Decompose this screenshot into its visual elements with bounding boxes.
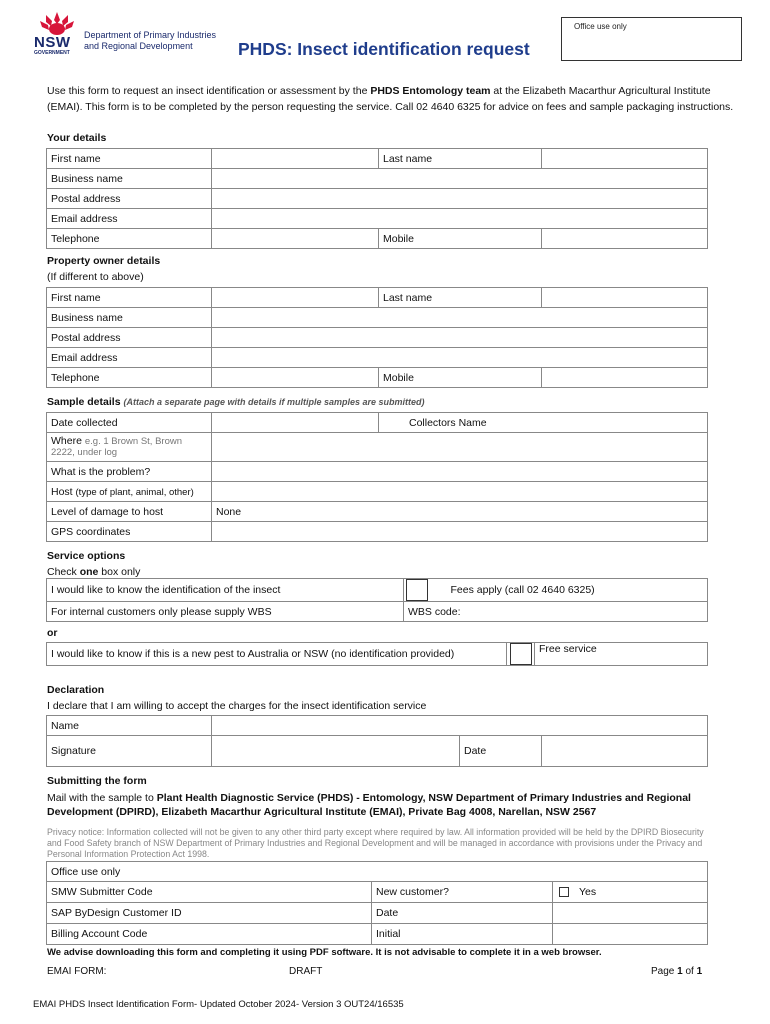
- first-name-field[interactable]: [212, 149, 379, 169]
- option-new-pest-checkbox[interactable]: [510, 643, 532, 665]
- gps-field[interactable]: [212, 522, 708, 542]
- or-label: or: [47, 627, 58, 639]
- office-use-table: [46, 861, 708, 945]
- initial-field[interactable]: [553, 924, 708, 945]
- owner-postal-address-label: Postal address: [47, 328, 212, 348]
- option-new-pest-label: I would like to know if this is a new pest to Australia or NSW (no identification provided): [47, 643, 507, 666]
- initial-label: Initial: [372, 924, 553, 945]
- nsw-wordmark: NSW: [34, 34, 71, 51]
- option-identification-cell: [404, 579, 431, 602]
- owner-email-address-label: Email address: [47, 348, 212, 368]
- where-field[interactable]: [212, 433, 708, 462]
- last-name-label: Last name: [379, 149, 542, 169]
- owner-business-name-field[interactable]: [212, 308, 708, 328]
- yes-label: Yes: [579, 886, 597, 898]
- smw-submitter-code-label: SMW Submitter Code: [47, 882, 372, 903]
- owner-first-name-field[interactable]: [212, 288, 379, 308]
- property-owner-note: (If different to above): [47, 271, 144, 283]
- owner-email-address-field[interactable]: [212, 348, 708, 368]
- service-option-2-table: [46, 642, 708, 666]
- sample-details-heading: [47, 396, 425, 408]
- where-text: Where: [51, 435, 82, 447]
- property-owner-table: [46, 287, 708, 388]
- page-num: 1: [677, 966, 683, 977]
- office-date-label: Date: [372, 903, 553, 924]
- host-label: [47, 482, 212, 502]
- check-one-note: [47, 566, 140, 578]
- option-identification-label: I would like to know the identification of the insect: [47, 579, 404, 602]
- emai-form-label: EMAI FORM:: [47, 966, 107, 977]
- wbs-code-field[interactable]: WBS code:: [404, 602, 708, 622]
- host-hint: (type of plant, animal, other): [75, 486, 194, 498]
- last-name-field[interactable]: [542, 149, 708, 169]
- check-bold: one: [79, 566, 99, 578]
- owner-telephone-field[interactable]: [212, 368, 379, 388]
- problem-label: What is the problem?: [47, 462, 212, 482]
- mobile-field[interactable]: [542, 229, 708, 249]
- form-version: EMAI PHDS Insect Identification Form- Updated October 2024- Version 3 OUT24/16535: [33, 999, 404, 1010]
- page-title: PHDS: Insect identification request: [238, 39, 530, 59]
- problem-field[interactable]: [212, 462, 708, 482]
- service-options-heading: Service options: [47, 550, 126, 562]
- owner-first-name-label: First name: [47, 288, 212, 308]
- new-customer-yes-cell: [553, 882, 708, 903]
- collectors-name-label[interactable]: Collectors Name: [379, 413, 708, 433]
- intro-part2: at the Elizabeth Macarthur Agricultural Institute (EMAI). This form is to be completed by the person requesting the service. Call 02 4640 6325 for advice on fees and sample packaging instructions.: [47, 85, 734, 113]
- office-use-heading: Office use only: [47, 862, 708, 882]
- property-owner-heading: Property owner details: [47, 255, 161, 267]
- government-wordmark: GOVERNMENT: [34, 50, 70, 56]
- internal-customers-label: For internal customers only please supply WBS: [47, 602, 404, 622]
- department-name: [84, 30, 216, 52]
- email-address-label: Email address: [47, 209, 212, 229]
- declaration-date-field[interactable]: [542, 736, 708, 767]
- owner-postal-address-field[interactable]: [212, 328, 708, 348]
- declaration-heading: Declaration: [47, 684, 105, 696]
- page-number: [651, 966, 702, 977]
- owner-mobile-label: Mobile: [379, 368, 542, 388]
- date-collected-field[interactable]: [212, 413, 379, 433]
- page-of: of: [682, 966, 697, 977]
- intro-text: [47, 83, 747, 115]
- telephone-field[interactable]: [212, 229, 379, 249]
- nsw-government-logo: [32, 10, 82, 58]
- sample-details-title: Sample details: [47, 396, 121, 408]
- office-use-label: Office use only: [574, 22, 627, 31]
- draft-label: DRAFT: [289, 966, 323, 977]
- submitting-text: [47, 791, 717, 819]
- office-date-field[interactable]: [553, 903, 708, 924]
- telephone-label: Telephone: [47, 229, 212, 249]
- gps-label: GPS coordinates: [47, 522, 212, 542]
- signature-field[interactable]: [212, 736, 460, 767]
- check-pre: Check: [47, 566, 80, 578]
- damage-select[interactable]: None: [212, 502, 708, 522]
- signature-label: Signature: [47, 736, 212, 767]
- date-collected-label: Date collected: [47, 413, 212, 433]
- sample-details-table: [46, 412, 708, 542]
- postal-address-field[interactable]: [212, 189, 708, 209]
- free-service-label: Free service: [535, 643, 708, 666]
- intro-part1: Use this form to request an insect identification or assessment by the: [47, 85, 371, 97]
- where-hint: e.g. 1 Brown St, Brown 2222, under log: [51, 436, 183, 458]
- check-post: box only: [98, 566, 141, 578]
- pdf-software-notice: We advise downloading this form and completing it using PDF software. It is not advisable to complete it in a web browser.: [47, 947, 602, 958]
- owner-telephone-label: Telephone: [47, 368, 212, 388]
- where-label: [47, 433, 212, 462]
- your-details-heading: Your details: [47, 132, 107, 144]
- office-use-box[interactable]: [561, 17, 742, 61]
- new-customer-label: New customer?: [372, 882, 553, 903]
- host-text: Host: [51, 485, 73, 498]
- new-customer-checkbox[interactable]: [559, 887, 569, 897]
- option-new-pest-cell: [507, 643, 535, 666]
- host-field[interactable]: [212, 482, 708, 502]
- privacy-notice: Privacy notice: Information collected will not be given to any other third party except where required by law. All information provided will be held by the DPIRD Biosecurity and Food Safety branch of NSW Department of Primary Industries and Regional Development and will be managed in accordance with provisions under the Privacy and Personal Information Protection Act 1998.: [47, 827, 704, 859]
- declaration-name-field[interactable]: [212, 716, 708, 736]
- fees-label: Fees apply (call 02 4640 6325): [431, 579, 708, 602]
- postal-address-label: Postal address: [47, 189, 212, 209]
- declaration-text: I declare that I am willing to accept the charges for the insect identification service: [47, 700, 427, 712]
- owner-last-name-field[interactable]: [542, 288, 708, 308]
- damage-label: Level of damage to host: [47, 502, 212, 522]
- page-pre: Page: [651, 966, 678, 977]
- mobile-label: Mobile: [379, 229, 542, 249]
- sample-details-note: (Attach a separate page with details if multiple samples are submitted): [123, 397, 425, 407]
- email-address-field[interactable]: [212, 209, 708, 229]
- option-identification-checkbox[interactable]: [406, 579, 428, 601]
- dept-line-2: and Regional Development: [84, 41, 193, 51]
- submitting-heading: Submitting the form: [47, 775, 147, 787]
- owner-mobile-field[interactable]: [542, 368, 708, 388]
- first-name-label: First name: [47, 149, 212, 169]
- intro-bold: PHDS Entomology team: [370, 85, 491, 97]
- dept-line-1: Department of Primary Industries: [84, 30, 217, 40]
- billing-account-label: Billing Account Code: [47, 924, 372, 945]
- business-name-field[interactable]: [212, 169, 708, 189]
- submitting-pre: Mail with the sample to: [47, 792, 157, 804]
- service-options-table: [46, 578, 708, 622]
- declaration-name-label: Name: [47, 716, 212, 736]
- sap-customer-id-label: SAP ByDesign Customer ID: [47, 903, 372, 924]
- page-total: 1: [696, 966, 703, 977]
- business-name-label: Business name: [47, 169, 212, 189]
- submitting-address: Plant Health Diagnostic Service (PHDS) - Entomology, NSW Department of Primary Industries and Regional Development (DPIRD), Elizabeth Macarthur Agricultural Institute (EMAI), Private Bag 4008, Narellan, NSW 2567: [47, 792, 691, 818]
- declaration-date-label: Date: [460, 736, 542, 767]
- owner-last-name-label: Last name: [379, 288, 542, 308]
- your-details-table: [46, 148, 708, 249]
- declaration-table: [46, 715, 708, 767]
- owner-business-name-label: Business name: [47, 308, 212, 328]
